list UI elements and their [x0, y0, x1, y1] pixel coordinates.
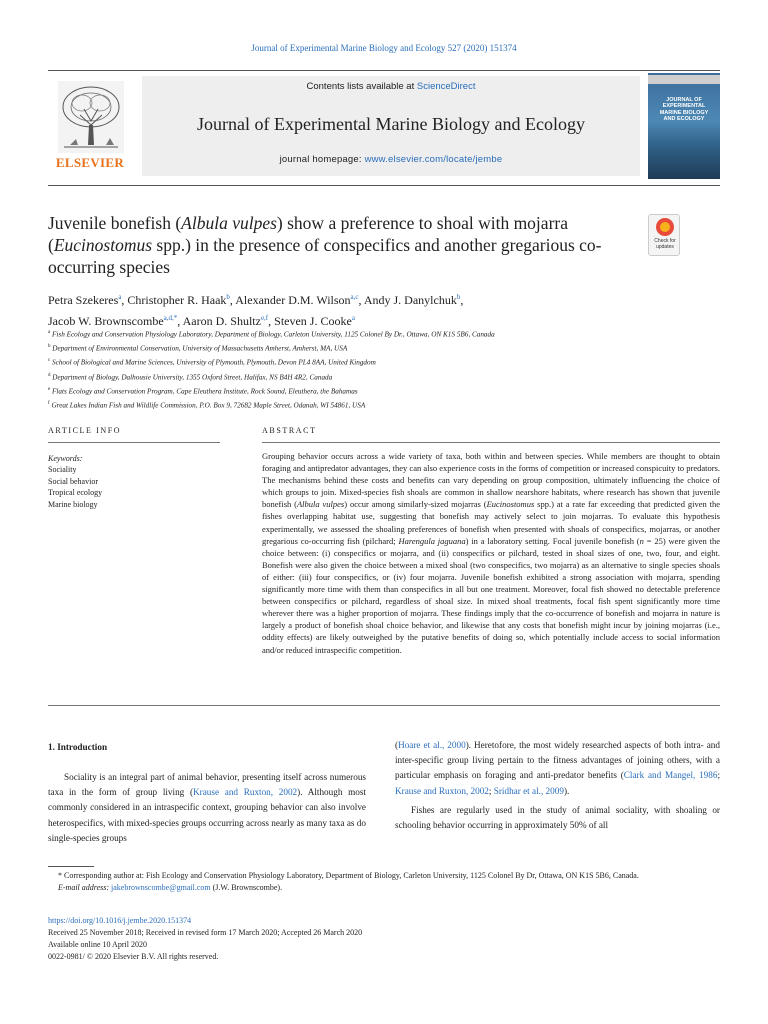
elsevier-wordmark: ELSEVIER	[55, 155, 125, 170]
citation-link[interactable]: Hoare et al., 2000	[398, 740, 466, 750]
affiliation: $^f$ Great Lakes Indian Fish and Wildlife Commission, P.O. Box 9, 72682 Maple Street, Odanah, WI 54861, USA	[48, 400, 366, 410]
divider	[48, 442, 220, 443]
author[interactable]: Andy J. Danylchuk$^b$	[363, 293, 461, 307]
keywords-label: Keywords:	[48, 454, 83, 463]
intro-paragraph: Sociality is an integral part of animal behavior, presenting itself across numerous taxa in the form of group living (Krause and Ruxton, 2002). Although most commonly considered in an intraspecific context, grouping behavior can also involve heterospecifics, with mixed-species groups occurring across nearly as many taxa as do single-species groups	[48, 772, 366, 843]
masthead-center	[142, 76, 640, 176]
intro-left-column	[48, 770, 366, 846]
cover-title: JOURNAL OF EXPERIMENTAL MARINE BIOLOGY AND ECOLOGY	[659, 97, 709, 122]
affiliation: $^c$ School of Biological and Marine Sciences, University of Plymouth, Plymouth, Devon PL4 8AA, United Kingdom	[48, 358, 376, 367]
homepage-line	[142, 154, 640, 165]
citation-link[interactable]: Krause and Ruxton, 2002	[193, 787, 298, 798]
journal-homepage-link[interactable]: www.elsevier.com/locate/jembe	[364, 154, 503, 165]
email-link[interactable]: jakebrownscombe@gmail.com	[111, 883, 211, 892]
author[interactable]: Steven J. Cooke$^a$	[274, 314, 355, 328]
affiliation: $^d$ Department of Biology, Dalhousie University, 1355 Oxford Street, Halifax, NS B4H 4R2, Canada	[48, 372, 333, 381]
article-title: Juvenile bonefish (Albula vulpes) show a preference to shoal with mojarra (Eucinostomus spp.) in the presence of conspecifics and another gregarious co-occurring species	[48, 213, 602, 277]
corresponding-author-note: * Corresponding author at: Fish Ecology and Conservation Physiology Laboratory, Department of Biology, Carleton University, 1125 Colonel By Dr, Ottawa, ON K1S 5B6, Canada.	[58, 871, 639, 880]
keyword: Social behavior	[48, 476, 98, 486]
check-for-updates-button[interactable]	[648, 214, 680, 256]
abstract-text: Grouping behavior occurs across a wide variety of taxa, both within and between species. While members are thought to obtain foraging and antipredator advantages, they can also experience costs in the forms of competition or increased conspicuity to predators. The mechanisms behind these costs and benefits can vary depending on group composition, ultimately influencing the choice of which groups to join. Mixed-species fish shoals are common in shallow nearshore habitats, where research has shown that juvenile bonefish (Albula vulpes) occur among similarly-sized mojarras (Eucinostomus spp.) at a rate far exceeding that predicted given the fishes overlapping habitat use, suggesting that bonefish may actively select to join mojarras. To evaluate this hypothesis experimentally, we assessed the shoaling preferences of bonefish when presented with shoals of conspecifics, mojarras, or another gregarious co-occurring fish (pilchard; Harengula jaguana) in a laboratory setting. Focal juvenile bonefish (n = 25) were given the choice between: (i) conspecifics or mojarra, and (ii) conspecifics or pilchard, tested in shoal sizes of one, two, four, and eight. Bonefish were also given the choice between a mixed shoal (two conspecifics, two mojarra) as an alternative to single species shoals of either: (iii) four conspecifics, or (iv) four mojarra. Juvenile bonefish exhibited a strong association with mojarra, spending significantly more time with them than conspecifics in all but one treatment. Moreover, focal fish showed no detectable preference between conspecifics or pilchard, regardless of shoal size. In mixed shoal treatments, focal fish spent significantly more time wherever there was a higher proportion of mojarra. These findings imply that the co-occurrence of bonefish and mojarra in nature is largely a product of bonefish shoal choice behavior, and likewise that any costs that bonefish might incur by joining mojarras (i.e., oddity effects) are likely outweighed by the putative benefits of doing so, which potentially include access to social information and/or reduced intraspecific competition.	[262, 451, 720, 655]
keyword: Marine biology	[48, 499, 98, 509]
doi-link[interactable]: https://doi.org/10.1016/j.jembe.2020.151374	[48, 916, 192, 925]
affiliations	[48, 327, 728, 412]
keyword: Sociality	[48, 465, 77, 475]
email-line: E-mail address: jakebrownscombe@gmail.com (J.W. Brownscombe).	[58, 883, 283, 892]
elsevier-logo[interactable]	[48, 75, 132, 175]
cover-header-bar	[648, 75, 720, 84]
check-updates-label: Check for updates	[654, 238, 676, 250]
divider	[262, 442, 720, 443]
citation-link[interactable]: Sridhar et al., 2009	[493, 785, 564, 796]
citation-link[interactable]: Krause and Ruxton, 2002	[395, 785, 489, 796]
affiliation: $^a$ Fish Ecology and Conservation Physiology Laboratory, Department of Biology, Carleton University, 1125 Colonel By Dr., Ottawa, ON K1S 5B6, Canada	[48, 330, 495, 339]
elsevier-tree-icon	[58, 81, 124, 153]
journal-title: Journal of Experimental Marine Biology and Ecology	[197, 114, 585, 134]
journal-cover-thumbnail[interactable]	[648, 73, 720, 179]
masthead	[48, 70, 720, 186]
author[interactable]: Christopher R. Haak$^b$	[127, 293, 230, 307]
abstract-heading: ABSTRACT	[262, 426, 317, 435]
intro-paragraph: Fishes are regularly used in the study of animal sociality, with shoaling or schooling behavior occurring in approximately 50% of all	[395, 804, 720, 831]
contents-prefix: Contents lists available at	[306, 81, 417, 92]
online-date: Available online 10 April 2020	[48, 940, 147, 949]
section-heading-introduction: 1. Introduction	[48, 742, 108, 752]
footnote-divider	[48, 866, 94, 867]
check-updates-icon	[656, 218, 674, 236]
author[interactable]: Jacob W. Brownscombe$^{a,d,*}$	[48, 314, 178, 328]
affiliation: $^b$ Department of Environmental Conservation, University of Massachusetts Amherst, Amherst, MA, USA	[48, 344, 348, 353]
homepage-prefix: journal homepage:	[279, 154, 365, 165]
publication-info	[48, 915, 720, 963]
citation-link[interactable]: Clark and Mangel, 1986	[623, 770, 718, 781]
author[interactable]: Aaron D. Shultz$^{e,f}$	[182, 314, 269, 328]
author[interactable]: Petra Szekeres$^a$	[48, 293, 122, 307]
article-info-heading: ARTICLE INFO	[48, 426, 122, 435]
author[interactable]: Alexander D.M. Wilson$^{a,c}$	[235, 293, 359, 307]
intro-paragraph: (Hoare et al., 2000). Heretofore, the most widely researched aspects of both intra- and inter-specific group living pertain to the fitness advantages of joining others, with a particular emphasis on foraging and anti-predator benefits (Clark and Mangel, 1986; Krause and Ruxton, 2002; Sridhar et al., 2009).	[395, 740, 720, 796]
affiliation: $^e$ Flats Ecology and Conservation Program, Cape Eleuthera Institute, Rock Sound, Eleuthera, the Bahamas	[48, 386, 358, 396]
intro-right-column	[395, 738, 720, 833]
keywords-block	[48, 453, 220, 510]
sciencedirect-link[interactable]: ScienceDirect	[416, 81, 476, 92]
keyword: Tropical ecology	[48, 488, 103, 498]
journal-citation[interactable]: Journal of Experimental Marine Biology and Ecology 527 (2020) 151374	[251, 43, 517, 53]
divider	[48, 705, 720, 706]
received-dates: Received 25 November 2018; Received in revised form 17 March 2020; Accepted 26 March 2020	[48, 928, 363, 937]
contents-line	[142, 81, 640, 92]
author-list: Petra Szekeres$^a$, Christopher R. Haak$^b$, Alexander D.M. Wilson$^{a,c}$, Andy J. Danylchuk$^b$, Jacob W. Brownscombe$^{a,d,*}$, Aaron D. Shultz$^{e,f}$, Steven J. Cooke$^a$	[48, 293, 464, 328]
corresponding-author-footnote	[48, 870, 720, 894]
copyright: 0022-0981/ © 2020 Elsevier B.V. All rights reserved.	[48, 952, 219, 961]
